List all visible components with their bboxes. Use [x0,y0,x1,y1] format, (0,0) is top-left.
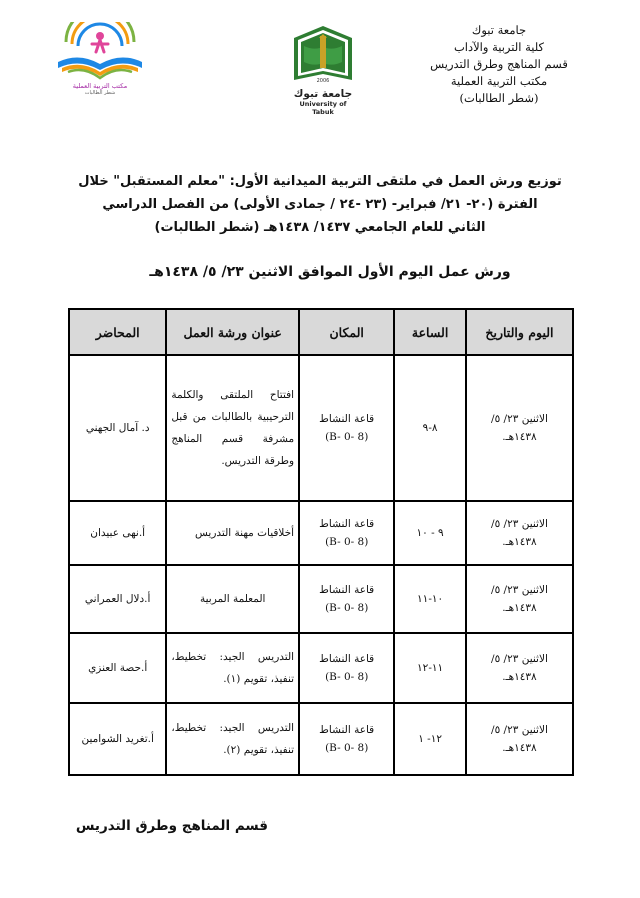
place-code: (B- 0- 8) [325,536,369,548]
office-logo-subcaption: شطر الطالبات [84,90,116,96]
university-name-ar: جامعة تبوك [293,88,353,100]
university-emblem-icon [290,24,356,84]
date-line: الاثنين ٢٣/ ٥/ [491,724,548,736]
header-place: المكان [300,310,393,354]
title-line-2: الفترة (٢٠- ٢١/ فبراير- (٢٣ -٢٤ / جمادى الأولى) من الفصل الدراسي [102,197,538,212]
institution-line: قسم المناهج وطرق التدريس [430,57,568,71]
open-book-logo-icon [52,22,148,80]
table-row [70,356,572,500]
institution-line: جامعة تبوك [471,23,527,37]
place-code: (B- 0- 8) [325,431,369,443]
date-line: ١٤٣٨هـ. [502,602,537,614]
place-name: قاعة النشاط [319,584,375,596]
cell-workshop: أخلاقيات مهنة التدريس [167,502,298,564]
cell-place [300,502,393,564]
cell-presenter: د. آمال الجهني [70,356,165,500]
day-subtitle: ورش عمل اليوم الأول الموافق الاثنين ٢٣/ ٥/ ١٤٣٨هـ [149,264,511,280]
cell-place [300,634,393,702]
date-line: ١٤٣٨هـ. [502,742,537,754]
cell-presenter: أ.نهى عبيدان [70,502,165,564]
institution-line: مكتب التربية العملية [450,74,548,88]
date-line: الاثنين ٢٣/ ٥/ [491,518,548,530]
place-code: (B- 0- 8) [325,671,369,683]
place-name: قاعة النشاط [319,413,375,425]
table-header-row [70,310,572,354]
institution-line: (شطر الطالبات) [459,91,539,105]
table-row [70,704,572,774]
cell-time: ١١-١٢ [395,634,465,702]
date-line: الاثنين ٢٣/ ٥/ [491,584,548,596]
title-line-1: توزيع ورش العمل في ملتقى التربية الميدانية الأول: "معلم المستقبل" خلال [78,174,562,189]
place-code: (B- 0- 8) [325,602,369,614]
header-time: الساعة [395,310,465,354]
document-title [60,170,580,239]
table-row [70,634,572,702]
cell-presenter: أ.حصة العنزي [70,634,165,702]
place-name: قاعة النشاط [319,653,375,665]
date-line: ١٤٣٨هـ. [502,431,537,443]
cell-presenter: أ.تغريد الشوامين [70,704,165,774]
place-code: (B- 0- 8) [325,742,369,754]
cell-date [467,704,572,774]
cell-place [300,356,393,500]
cell-workshop: المعلمة المربية [167,566,298,632]
cell-time: ٩ - ١٠ [395,502,465,564]
cell-date [467,634,572,702]
logo-year: 2006 [316,78,330,84]
cell-time: ١٢- ١ [395,704,465,774]
office-logo-caption: مكتب التربية العملية [72,82,128,90]
cell-date [467,566,572,632]
header-workshop: عنوان ورشة العمل [167,310,298,354]
date-line: ١٤٣٨هـ. [502,671,537,683]
table-row [70,502,572,564]
title-line-3: الثاني للعام الجامعي ١٤٣٧/ ١٤٣٨هـ (شطر الطالبات) [154,220,486,235]
header-presenter: المحاضر [70,310,165,354]
cell-workshop: التدريس الجيد: تخطيط، تنفيذ، تقويم (١). [167,634,298,702]
cell-place [300,566,393,632]
date-line: الاثنين ٢٣/ ٥/ [491,653,548,665]
place-name: قاعة النشاط [319,724,375,736]
institution-line: كلية التربية والآداب [453,40,545,54]
office-logo [52,22,148,96]
schedule-table [68,308,574,776]
cell-presenter: أ.دلال العمراني [70,566,165,632]
cell-place [300,704,393,774]
cell-time: ٨-٩ [395,356,465,500]
cell-workshop: التدريس الجيد: تخطيط، تنفيذ، تقويم (٢). [167,704,298,774]
cell-workshop: افتتاح الملتقى والكلمة الترحيبية بالطالبات من قبل مشرفة قسم المناهج وطرقة التدريس. [167,356,298,500]
cell-date [467,502,572,564]
place-name: قاعة النشاط [319,518,375,530]
date-line: ١٤٣٨هـ. [502,536,537,548]
cell-time: ١٠-١١ [395,566,465,632]
header-date: اليوم والتاريخ [467,310,572,354]
date-line: الاثنين ٢٣/ ٥/ [491,413,548,425]
footer-department: قسم المناهج وطرق التدريس [75,818,268,834]
university-logo [290,24,356,116]
cell-date [467,356,572,500]
institution-header [414,22,584,107]
schedule-table-frame [68,308,574,774]
university-name-en: University of Tabuk [299,100,347,116]
table-row [70,566,572,632]
